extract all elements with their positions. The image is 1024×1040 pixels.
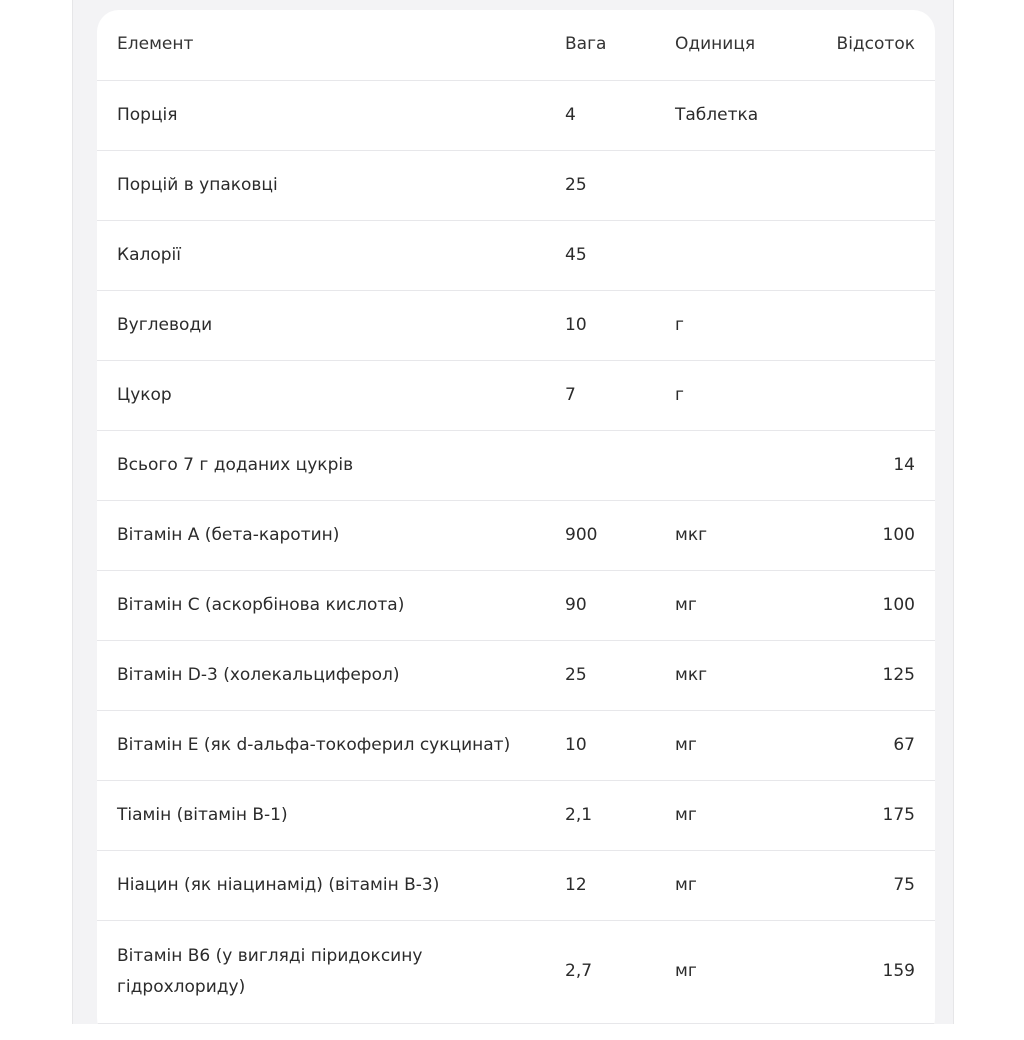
table-row — [97, 360, 935, 430]
cell-weight: 10 — [545, 710, 665, 780]
cell-element: Вітамін А (бета-каротин) — [97, 500, 545, 570]
cell-element: Вітамін С (аскорбінова кислота) — [97, 570, 545, 640]
cell-unit: мг — [665, 780, 795, 850]
cell-element: Порцій в упаковці — [97, 150, 545, 220]
cell-percent: 175 — [795, 780, 935, 850]
cell-unit: г — [665, 290, 795, 360]
cell-element: Вітамін В6 (у вигляді піридоксину гідрохлориду) — [97, 920, 545, 1023]
cell-weight: 4 — [545, 80, 665, 150]
cell-unit: мг — [665, 850, 795, 920]
cell-element: Ніацин (як ніацинамід) (вітамін В-3) — [97, 850, 545, 920]
cell-weight: 2,1 — [545, 780, 665, 850]
cell-unit — [665, 150, 795, 220]
table-row — [97, 500, 935, 570]
table-row — [97, 220, 935, 290]
cell-unit: мг — [665, 920, 795, 1023]
column-header-unit: Одиниця — [665, 10, 795, 80]
cell-weight: 900 — [545, 500, 665, 570]
cell-percent: 100 — [795, 570, 935, 640]
cell-percent — [795, 360, 935, 430]
cell-unit: мг — [665, 570, 795, 640]
table-row — [97, 850, 935, 920]
cell-percent: 159 — [795, 920, 935, 1023]
cell-element: Всього 7 г доданих цукрів — [97, 430, 545, 500]
cell-weight: 90 — [545, 570, 665, 640]
table-row — [97, 780, 935, 850]
cell-weight: 2,7 — [545, 920, 665, 1023]
cell-percent — [795, 80, 935, 150]
nutrition-table — [97, 10, 935, 1024]
cell-unit: Таблетка — [665, 80, 795, 150]
cell-percent — [795, 150, 935, 220]
cell-unit — [665, 220, 795, 290]
table-row — [97, 290, 935, 360]
cell-weight: 7 — [545, 360, 665, 430]
column-header-element: Елемент — [97, 10, 545, 80]
cell-weight: 10 — [545, 290, 665, 360]
cell-unit: мг — [665, 710, 795, 780]
cell-percent — [795, 290, 935, 360]
table-row — [97, 150, 935, 220]
cell-element: Вуглеводи — [97, 290, 545, 360]
column-header-percent: Відсоток — [795, 10, 935, 80]
cell-element: Порція — [97, 80, 545, 150]
cell-unit: мкг — [665, 640, 795, 710]
cell-element: Тіамін (вітамін В-1) — [97, 780, 545, 850]
table-row — [97, 570, 935, 640]
cell-percent: 14 — [795, 430, 935, 500]
table-row — [97, 430, 935, 500]
cell-weight: 45 — [545, 220, 665, 290]
cell-percent: 67 — [795, 710, 935, 780]
cell-weight: 25 — [545, 640, 665, 710]
cell-weight — [545, 430, 665, 500]
table-row — [97, 920, 935, 1023]
table-header-row — [97, 10, 935, 80]
cell-unit — [665, 430, 795, 500]
cell-element: Вітамін D-3 (холекальциферол) — [97, 640, 545, 710]
table-row — [97, 80, 935, 150]
cell-percent: 100 — [795, 500, 935, 570]
cell-element: Вітамін Е (як d-альфа-токоферил сукцинат) — [97, 710, 545, 780]
cell-weight: 12 — [545, 850, 665, 920]
nutrition-table-card — [97, 10, 935, 1040]
cell-percent: 75 — [795, 850, 935, 920]
cell-weight: 25 — [545, 150, 665, 220]
cell-percent — [795, 220, 935, 290]
cell-percent: 125 — [795, 640, 935, 710]
cell-element: Цукор — [97, 360, 545, 430]
cell-unit: мкг — [665, 500, 795, 570]
cell-unit: г — [665, 360, 795, 430]
table-row — [97, 640, 935, 710]
cell-element: Калорії — [97, 220, 545, 290]
column-header-weight: Вага — [545, 10, 665, 80]
page-background — [72, 0, 954, 1024]
table-row — [97, 710, 935, 780]
